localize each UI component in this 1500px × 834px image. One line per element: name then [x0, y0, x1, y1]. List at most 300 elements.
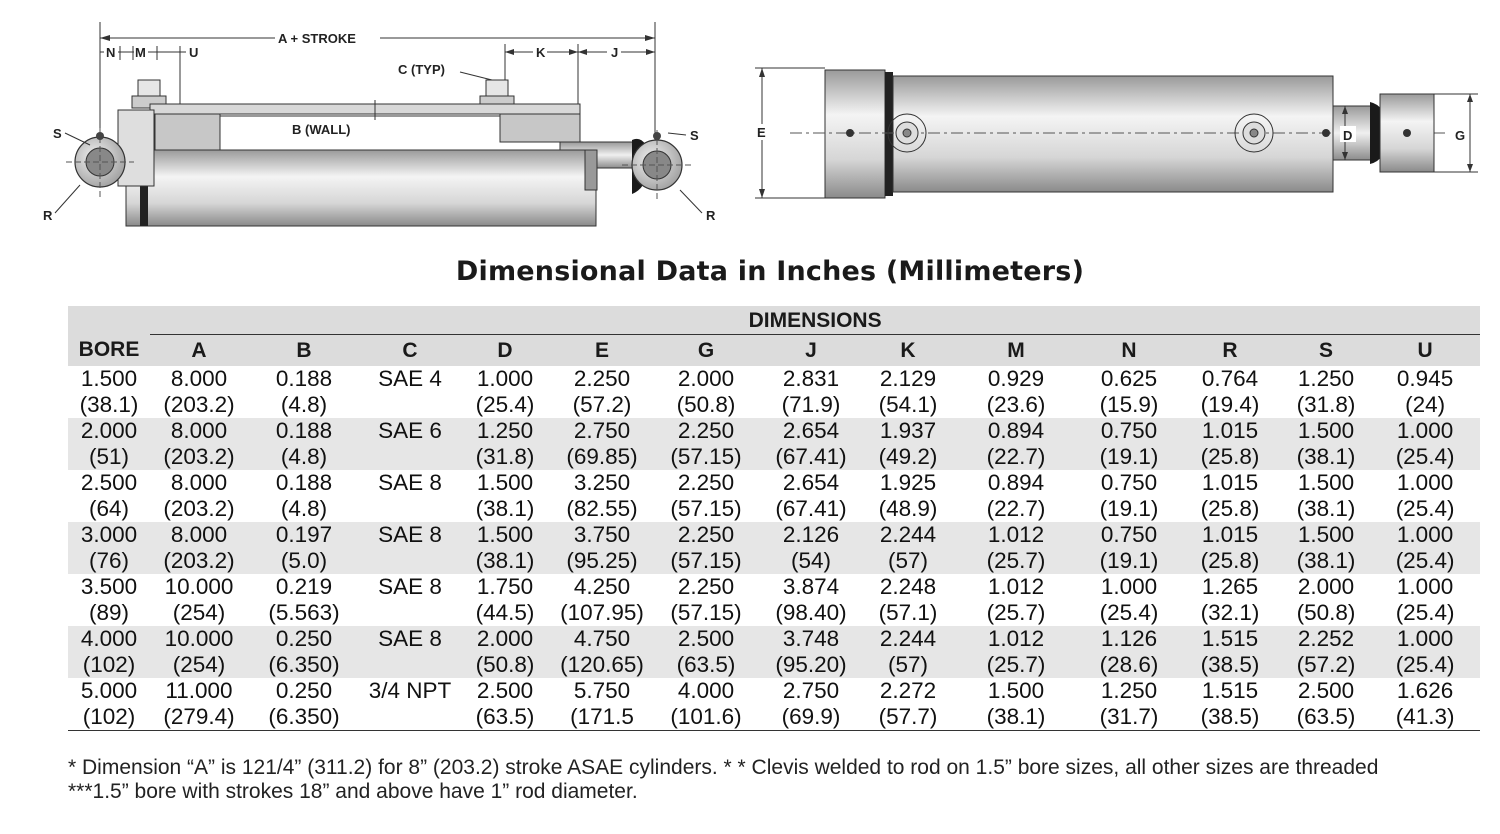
mm-value: (71.9) — [781, 392, 841, 417]
cell-e — [550, 678, 654, 731]
mm-value: (57.2) — [1296, 652, 1356, 677]
mm-value: (50.8) — [475, 652, 535, 677]
mm-value: (25.4) — [1099, 600, 1159, 625]
cell-e — [550, 366, 654, 418]
inch-value: 0.945 — [1396, 366, 1454, 391]
mm-value: (57.7) — [878, 704, 938, 729]
inch-value: 0.894 — [987, 418, 1045, 443]
inch-value: 1.012 — [987, 574, 1045, 599]
cell-m — [952, 470, 1080, 522]
label-d: D — [1343, 128, 1353, 143]
inch-value: 2.000 — [1297, 574, 1355, 599]
inch-value: 1.015 — [1201, 470, 1259, 495]
inch-value: 2.248 — [879, 574, 937, 599]
inch-value: 2.500 — [1297, 678, 1355, 703]
dimensions-group-header: DIMENSIONS — [150, 306, 1480, 335]
cell-b — [248, 574, 360, 626]
inch-value: 0.250 — [275, 626, 333, 651]
mm-value: (254) — [172, 600, 226, 625]
cell-r — [1178, 574, 1282, 626]
inch-value: 3/4 NPT — [368, 678, 452, 703]
mm-value: (41.3) — [1395, 704, 1455, 729]
bore-cell — [68, 470, 150, 522]
inch-value: 2.000 — [476, 626, 534, 651]
mm-value: (25.8) — [1200, 548, 1260, 573]
mm-value: (120.65) — [560, 652, 644, 677]
inch-value: 1.000 — [1396, 574, 1454, 599]
cell-s — [1282, 470, 1370, 522]
cell-a — [150, 366, 248, 418]
cell-m — [952, 678, 1080, 731]
inch-value: SAE 8 — [378, 522, 442, 547]
mm-value: (19.1) — [1099, 548, 1159, 573]
cell-d — [460, 522, 550, 574]
mm-value: (57.15) — [670, 548, 742, 573]
mm-value: (57) — [887, 652, 928, 677]
inch-value: 1.012 — [987, 626, 1045, 651]
inch-value: 2.129 — [879, 366, 937, 391]
mm-value: (38.1) — [475, 496, 535, 521]
cell-a — [150, 678, 248, 731]
inch-value: 2.250 — [677, 574, 735, 599]
top-view-drawing — [755, 68, 1478, 198]
cell-u — [1370, 470, 1480, 522]
inch-value: 0.250 — [275, 678, 333, 703]
footnote-1: * Dimension “A” is 121/4” (311.2) for 8” (203.2) stroke ASAE cylinders. * * Clevis welded to rod on 1.5” bore sizes, all other sizes are threaded — [68, 756, 1379, 779]
table-title: Dimensional Data in Inches (Millimeters) — [455, 256, 1085, 287]
inch-value: 8.000 — [170, 418, 228, 443]
inch-value: 1.500 — [476, 522, 534, 547]
cell-r — [1178, 470, 1282, 522]
inch-value: 1.000 — [476, 366, 534, 391]
mm-value: (38.5) — [1200, 704, 1260, 729]
inch-value: 2.500 — [476, 678, 534, 703]
cell-a — [150, 418, 248, 470]
inch-value: 0.750 — [1100, 418, 1158, 443]
inch-value: 10.000 — [164, 626, 234, 651]
column-header-r: R — [1222, 338, 1238, 362]
mm-value: (63.5) — [475, 704, 535, 729]
side-view-drawing — [43, 22, 716, 226]
mm-value: (24) — [1405, 392, 1446, 417]
inch-value: 1.000 — [1100, 574, 1158, 599]
mm-value: (69.9) — [781, 704, 841, 729]
cell-d — [460, 626, 550, 678]
inch-value: 2.250 — [677, 470, 735, 495]
inch-value: 4.250 — [573, 574, 631, 599]
inch-value: 0.750 — [1100, 522, 1158, 547]
table-body — [68, 366, 1480, 731]
inch-value: 1.015 — [1201, 418, 1259, 443]
inch-value: 1.515 — [1201, 678, 1259, 703]
inch-value: 1.250 — [476, 418, 534, 443]
mm-value: (25.4) — [1395, 652, 1455, 677]
inch-value: SAE 8 — [378, 626, 442, 651]
bore-cell — [68, 626, 150, 678]
mm-value: (22.7) — [986, 496, 1046, 521]
mm-value: (69.85) — [566, 444, 638, 469]
mm-value: (6.350) — [268, 652, 340, 677]
inch-value: 5.000 — [80, 678, 138, 703]
cell-s — [1282, 418, 1370, 470]
mm-value — [360, 496, 460, 522]
label-n: N — [106, 45, 116, 60]
label-j: J — [611, 45, 619, 60]
inch-value: 2.250 — [677, 522, 735, 547]
header-row-columns — [68, 335, 1480, 367]
inch-value: 3.750 — [573, 522, 631, 547]
mm-value: (95.20) — [775, 652, 847, 677]
inch-value: 1.626 — [1396, 678, 1454, 703]
inch-value: 3.748 — [782, 626, 840, 651]
cell-d — [460, 574, 550, 626]
cell-u — [1370, 678, 1480, 731]
bore-cell — [68, 418, 150, 470]
mm-value: (279.4) — [163, 704, 235, 729]
label-s-left: S — [53, 126, 62, 141]
cell-n — [1080, 366, 1178, 418]
cell-m — [952, 366, 1080, 418]
cell-c — [360, 470, 460, 522]
column-header-u: U — [1417, 338, 1433, 362]
mm-value — [360, 444, 460, 470]
cell-g — [654, 626, 758, 678]
mm-value: (57.15) — [670, 444, 742, 469]
mm-value: (63.5) — [676, 652, 736, 677]
mm-value: (76) — [88, 548, 129, 573]
inch-value: 2.272 — [879, 678, 937, 703]
inch-value: 1.015 — [1201, 522, 1259, 547]
cell-m — [952, 626, 1080, 678]
inch-value: 5.750 — [573, 678, 631, 703]
mm-value: (32.1) — [1200, 600, 1260, 625]
inch-value: 2.500 — [677, 626, 735, 651]
column-header-a: A — [191, 338, 207, 362]
cell-j — [758, 522, 864, 574]
mm-value: (57.15) — [670, 600, 742, 625]
mm-value: (23.6) — [986, 392, 1046, 417]
cell-g — [654, 522, 758, 574]
mm-value: (50.8) — [1296, 600, 1356, 625]
mm-value: (38.5) — [1200, 652, 1260, 677]
mm-value: (6.350) — [268, 704, 340, 729]
mm-value: (54) — [790, 548, 831, 573]
mm-value: (38.1) — [986, 704, 1046, 729]
mm-value: (107.95) — [560, 600, 644, 625]
mm-value: (25.4) — [1395, 548, 1455, 573]
cell-r — [1178, 678, 1282, 731]
inch-value: 1.265 — [1201, 574, 1259, 599]
cell-u — [1370, 522, 1480, 574]
cell-m — [952, 574, 1080, 626]
bore-column-header: BORE — [78, 338, 140, 362]
label-e: E — [757, 125, 766, 140]
cell-c — [360, 678, 460, 731]
cell-b — [248, 678, 360, 731]
cell-c — [360, 366, 460, 418]
cell-c — [360, 418, 460, 470]
cell-g — [654, 418, 758, 470]
dimension-table-wrapper — [68, 306, 1455, 731]
column-header-b: B — [296, 338, 312, 362]
mm-value: (5.0) — [280, 548, 328, 573]
cell-e — [550, 522, 654, 574]
mm-value: (171.5 — [570, 704, 634, 729]
cell-m — [952, 522, 1080, 574]
cell-d — [460, 418, 550, 470]
header-spacer — [68, 306, 150, 335]
header-row-group — [68, 306, 1480, 335]
inch-value: 3.000 — [80, 522, 138, 547]
inch-value: 2.126 — [782, 522, 840, 547]
inch-value: 1.500 — [1297, 418, 1355, 443]
cell-g — [654, 678, 758, 731]
inch-value: 2.750 — [782, 678, 840, 703]
cell-m — [952, 418, 1080, 470]
cell-b — [248, 626, 360, 678]
cell-e — [550, 626, 654, 678]
table-row — [68, 470, 1480, 522]
mm-value: (203.2) — [163, 444, 235, 469]
inch-value: 0.764 — [1201, 366, 1259, 391]
inch-value: 1.000 — [1396, 418, 1454, 443]
inch-value: 1.500 — [476, 470, 534, 495]
mm-value: (25.4) — [1395, 496, 1455, 521]
mm-value: (38.1) — [1296, 548, 1356, 573]
mm-value: (50.8) — [676, 392, 736, 417]
inch-value: 2.831 — [782, 366, 840, 391]
mm-value: (82.55) — [566, 496, 638, 521]
mm-value — [360, 704, 460, 730]
mm-value: (102) — [82, 652, 136, 677]
inch-value: 3.500 — [80, 574, 138, 599]
inch-value: 1.925 — [879, 470, 937, 495]
mm-value — [360, 548, 460, 574]
inch-value: 1.500 — [987, 678, 1045, 703]
inch-value: 1.515 — [1201, 626, 1259, 651]
inch-value: 1.500 — [80, 366, 138, 391]
column-header-n: N — [1121, 338, 1137, 362]
mm-value: (102) — [82, 704, 136, 729]
inch-value: 0.625 — [1100, 366, 1158, 391]
cell-j — [758, 678, 864, 731]
inch-value: 8.000 — [170, 522, 228, 547]
inch-value: 3.250 — [573, 470, 631, 495]
mm-value: (25.7) — [986, 548, 1046, 573]
inch-value: 4.000 — [677, 678, 735, 703]
cell-b — [248, 522, 360, 574]
mm-value: (4.8) — [280, 496, 328, 521]
mm-value: (19.1) — [1099, 496, 1159, 521]
cell-j — [758, 574, 864, 626]
mm-value: (54.1) — [878, 392, 938, 417]
cell-s — [1282, 626, 1370, 678]
label-c-typ: C (TYP) — [398, 62, 445, 77]
label-u: U — [189, 45, 199, 60]
mm-value: (31.7) — [1099, 704, 1159, 729]
inch-value: SAE 8 — [378, 574, 442, 599]
column-header-g: G — [697, 338, 715, 362]
mm-value: (254) — [172, 652, 226, 677]
cell-j — [758, 418, 864, 470]
cell-a — [150, 574, 248, 626]
table-row — [68, 522, 1480, 574]
cell-u — [1370, 626, 1480, 678]
cell-s — [1282, 678, 1370, 731]
inch-value: 2.244 — [879, 522, 937, 547]
mm-value: (15.9) — [1099, 392, 1159, 417]
inch-value: 4.750 — [573, 626, 631, 651]
inch-value: 2.252 — [1297, 626, 1355, 651]
inch-value: 1.250 — [1297, 366, 1355, 391]
cell-d — [460, 678, 550, 731]
cell-j — [758, 470, 864, 522]
cell-j — [758, 366, 864, 418]
mm-value: (5.563) — [268, 600, 340, 625]
inch-value: 2.000 — [677, 366, 735, 391]
label-s-right: S — [690, 128, 699, 143]
cell-a — [150, 626, 248, 678]
mm-value: (38.1) — [1296, 496, 1356, 521]
column-header-d: D — [497, 338, 513, 362]
inch-value: SAE 8 — [378, 470, 442, 495]
inch-value: 2.244 — [879, 626, 937, 651]
cell-k — [864, 574, 952, 626]
mm-value: (95.25) — [566, 548, 638, 573]
inch-value: 8.000 — [170, 470, 228, 495]
cell-n — [1080, 626, 1178, 678]
inch-value: 2.000 — [80, 418, 138, 443]
inch-value: 1.126 — [1100, 626, 1158, 651]
mm-value: (57.1) — [878, 600, 938, 625]
bore-cell — [68, 574, 150, 626]
cell-r — [1178, 366, 1282, 418]
label-r-left: R — [43, 208, 53, 223]
dimension-table — [68, 306, 1480, 731]
mm-value: (67.41) — [775, 496, 847, 521]
inch-value: 1.000 — [1396, 522, 1454, 547]
mm-value: (44.5) — [475, 600, 535, 625]
mm-value: (28.6) — [1099, 652, 1159, 677]
mm-value: (25.7) — [986, 600, 1046, 625]
mm-value: (38.1) — [79, 392, 139, 417]
inch-value: 0.219 — [275, 574, 333, 599]
column-header-e: E — [594, 338, 609, 362]
footnotes — [68, 756, 1378, 804]
mm-value: (25.4) — [1395, 600, 1455, 625]
mm-value: (89) — [88, 600, 129, 625]
column-header-j: J — [805, 338, 817, 362]
inch-value: 2.654 — [782, 418, 840, 443]
cell-n — [1080, 574, 1178, 626]
table-row — [68, 574, 1480, 626]
inch-value: 2.750 — [573, 418, 631, 443]
inch-value: 10.000 — [164, 574, 234, 599]
label-k: K — [536, 45, 546, 60]
inch-value: SAE 6 — [378, 418, 442, 443]
cell-b — [248, 418, 360, 470]
cell-b — [248, 366, 360, 418]
mm-value — [360, 652, 460, 678]
table-row — [68, 626, 1480, 678]
cell-r — [1178, 626, 1282, 678]
cell-n — [1080, 470, 1178, 522]
column-header-s: S — [1318, 338, 1333, 362]
table-row — [68, 366, 1480, 418]
cell-k — [864, 418, 952, 470]
inch-value: 2.250 — [677, 418, 735, 443]
label-m: M — [135, 45, 146, 60]
cell-s — [1282, 574, 1370, 626]
cell-a — [150, 522, 248, 574]
cell-c — [360, 626, 460, 678]
column-header-k: K — [900, 338, 916, 362]
inch-value: 1.012 — [987, 522, 1045, 547]
mm-value: (203.2) — [163, 496, 235, 521]
mm-value — [360, 600, 460, 626]
mm-value: (25.8) — [1200, 496, 1260, 521]
mm-value: (67.41) — [775, 444, 847, 469]
inch-value: 11.000 — [165, 678, 233, 703]
cell-b — [248, 470, 360, 522]
cell-r — [1178, 418, 1282, 470]
mm-value: (63.5) — [1296, 704, 1356, 729]
bore-cell — [68, 522, 150, 574]
inch-value: SAE 4 — [378, 366, 442, 391]
mm-value: (98.40) — [775, 600, 847, 625]
table-row — [68, 678, 1480, 731]
cell-k — [864, 522, 952, 574]
cell-d — [460, 470, 550, 522]
cell-g — [654, 574, 758, 626]
cylinder-drawings — [0, 0, 1500, 250]
mm-value: (4.8) — [280, 444, 328, 469]
inch-value: 0.750 — [1100, 470, 1158, 495]
cell-n — [1080, 678, 1178, 731]
inch-value: 3.874 — [782, 574, 840, 599]
mm-value: (57.15) — [670, 496, 742, 521]
inch-value: 1.500 — [1297, 522, 1355, 547]
bore-cell — [68, 366, 150, 418]
cell-k — [864, 678, 952, 731]
cell-g — [654, 470, 758, 522]
footnote-2: ***1.5” bore with strokes 18” and above have 1” rod diameter. — [68, 780, 638, 803]
inch-value: 0.188 — [275, 418, 333, 443]
mm-value: (31.8) — [1296, 392, 1356, 417]
inch-value: 4.000 — [80, 626, 138, 651]
inch-value: 1.250 — [1100, 678, 1158, 703]
cell-c — [360, 574, 460, 626]
cell-e — [550, 574, 654, 626]
mm-value: (25.8) — [1200, 444, 1260, 469]
mm-value: (38.1) — [475, 548, 535, 573]
inch-value: 0.197 — [275, 522, 333, 547]
cell-k — [864, 626, 952, 678]
mm-value: (203.2) — [163, 548, 235, 573]
inch-value: 0.188 — [275, 366, 333, 391]
mm-value: (49.2) — [878, 444, 938, 469]
bore-cell — [68, 678, 150, 731]
cell-a — [150, 470, 248, 522]
cell-k — [864, 470, 952, 522]
label-b-wall: B (WALL) — [292, 122, 351, 137]
inch-value: 1.000 — [1396, 626, 1454, 651]
cell-e — [550, 470, 654, 522]
cell-u — [1370, 418, 1480, 470]
label-r-right: R — [706, 208, 716, 223]
mm-value: (25.4) — [1395, 444, 1455, 469]
table-row — [68, 418, 1480, 470]
